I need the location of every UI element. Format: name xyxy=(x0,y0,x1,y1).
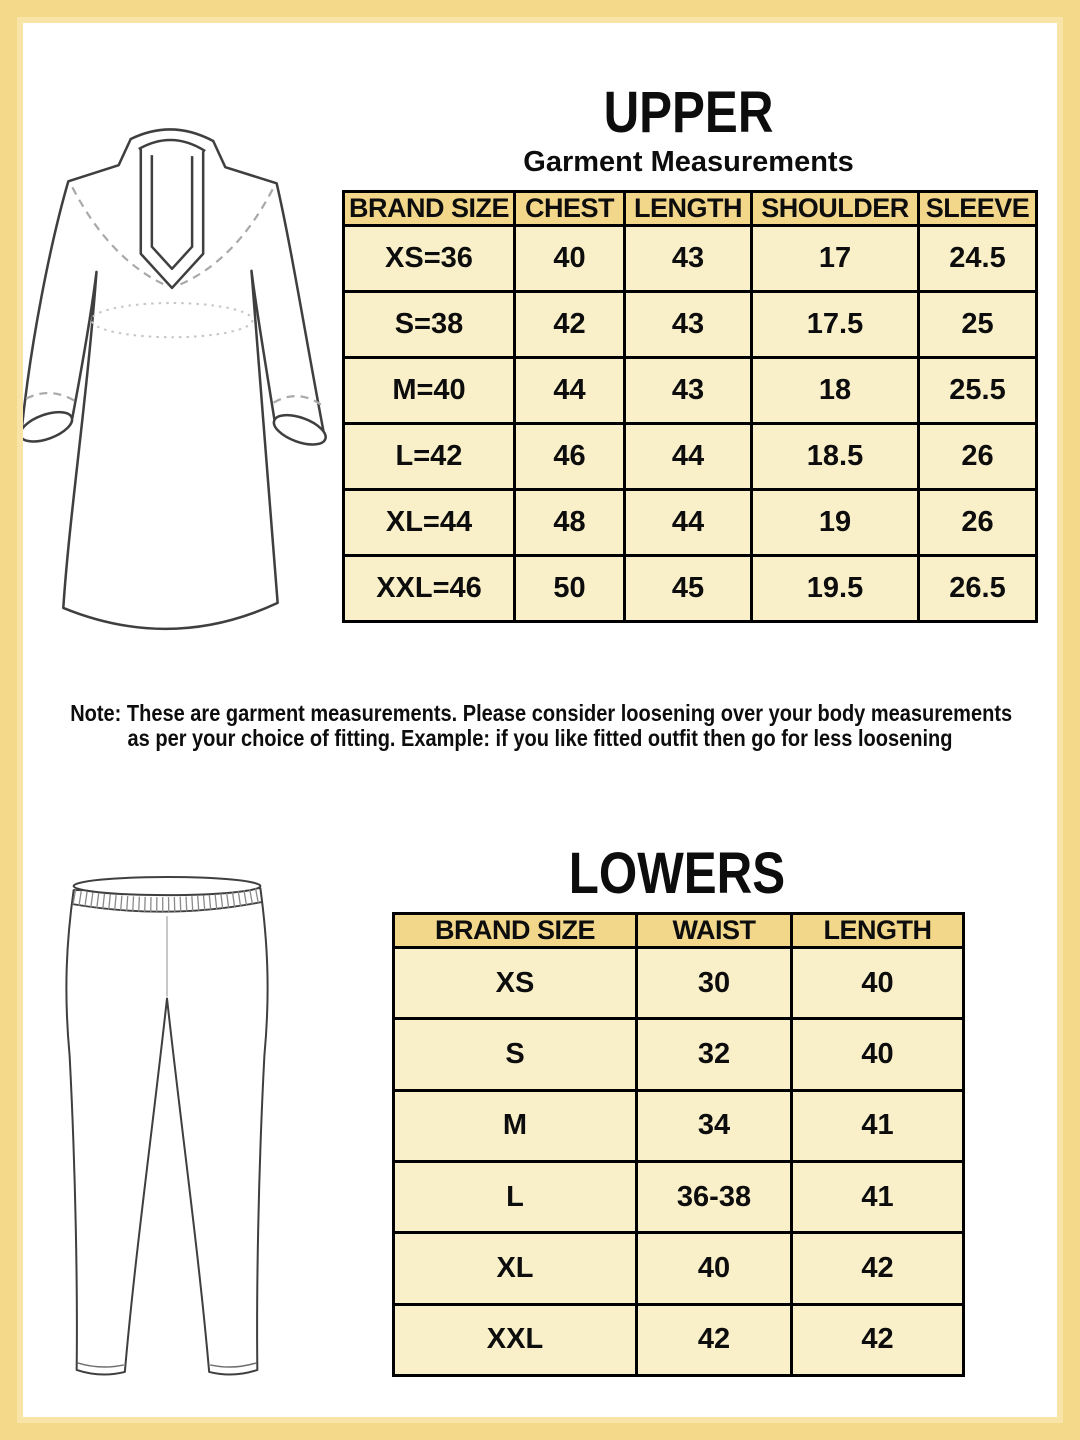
table-cell: 42 xyxy=(637,1304,792,1375)
table-cell: 17 xyxy=(752,226,919,292)
table-cell: 43 xyxy=(625,226,752,292)
column-header: SLEEVE xyxy=(919,192,1037,226)
table-cell: XXL=46 xyxy=(344,556,515,622)
table-row xyxy=(394,1233,964,1304)
upper-table-header-row xyxy=(344,192,1037,226)
table-row xyxy=(344,424,1037,490)
table-row xyxy=(344,490,1037,556)
table-cell: 45 xyxy=(625,556,752,622)
upper-size-table xyxy=(342,190,1038,623)
table-cell: XXL xyxy=(394,1304,637,1375)
table-cell: 18 xyxy=(752,358,919,424)
table-cell: 42 xyxy=(515,292,625,358)
table-cell: 40 xyxy=(792,1019,964,1090)
leggings-illustration xyxy=(56,870,278,1382)
table-cell: 30 xyxy=(637,948,792,1019)
column-header: SHOULDER xyxy=(752,192,919,226)
table-cell: 19 xyxy=(752,490,919,556)
table-cell: M xyxy=(394,1090,637,1161)
note-line-2: as per your choice of fitting. Example: if you like fitted outfit then go for less loosening xyxy=(127,725,953,751)
table-cell: 17.5 xyxy=(752,292,919,358)
lowers-table-header-row xyxy=(394,914,964,948)
table-cell: 41 xyxy=(792,1161,964,1232)
table-cell: 34 xyxy=(637,1090,792,1161)
table-cell: L xyxy=(394,1161,637,1232)
table-row xyxy=(344,226,1037,292)
table-cell: 46 xyxy=(515,424,625,490)
table-row xyxy=(344,358,1037,424)
kurta-silhouette xyxy=(21,129,325,628)
table-cell: 40 xyxy=(637,1233,792,1304)
table-cell: XS xyxy=(394,948,637,1019)
table-cell: M=40 xyxy=(344,358,515,424)
note-line-1: Note: These are garment measurements. Please consider loosening over your body measurements xyxy=(70,700,1013,726)
column-header: BRAND SIZE xyxy=(394,914,637,948)
table-cell: 32 xyxy=(637,1019,792,1090)
table-cell: 43 xyxy=(625,292,752,358)
table-cell: 36-38 xyxy=(637,1161,792,1232)
table-cell: XL=44 xyxy=(344,490,515,556)
table-cell: 26 xyxy=(919,424,1037,490)
table-cell: 26 xyxy=(919,490,1037,556)
column-header: LENGTH xyxy=(625,192,752,226)
upper-subtitle: Garment Measurements xyxy=(523,146,854,178)
table-cell: XL xyxy=(394,1233,637,1304)
table-row xyxy=(394,1090,964,1161)
table-row xyxy=(394,1161,964,1232)
table-cell: L=42 xyxy=(344,424,515,490)
table-cell: S xyxy=(394,1019,637,1090)
table-cell: 24.5 xyxy=(919,226,1037,292)
note-text xyxy=(0,701,1080,751)
table-cell: 42 xyxy=(792,1233,964,1304)
lowers-title: LOWERS xyxy=(568,841,786,906)
table-row xyxy=(394,1304,964,1375)
table-row xyxy=(344,292,1037,358)
table-cell: 25 xyxy=(919,292,1037,358)
table-cell: S=38 xyxy=(344,292,515,358)
column-header: BRAND SIZE xyxy=(344,192,515,226)
kurta-illustration xyxy=(14,112,336,647)
table-cell: 19.5 xyxy=(752,556,919,622)
lowers-size-table xyxy=(392,912,965,1377)
table-row xyxy=(394,1019,964,1090)
table-cell: 44 xyxy=(625,424,752,490)
table-cell: 41 xyxy=(792,1090,964,1161)
table-cell: 40 xyxy=(792,948,964,1019)
column-header: LENGTH xyxy=(792,914,964,948)
table-cell: 44 xyxy=(625,490,752,556)
table-row xyxy=(344,556,1037,622)
table-cell: 18.5 xyxy=(752,424,919,490)
table-cell: 40 xyxy=(515,226,625,292)
table-row xyxy=(394,948,964,1019)
column-header: WAIST xyxy=(637,914,792,948)
table-cell: XS=36 xyxy=(344,226,515,292)
upper-title: UPPER xyxy=(603,80,774,145)
table-cell: 43 xyxy=(625,358,752,424)
table-cell: 48 xyxy=(515,490,625,556)
column-header: CHEST xyxy=(515,192,625,226)
table-cell: 44 xyxy=(515,358,625,424)
table-cell: 50 xyxy=(515,556,625,622)
table-cell: 26.5 xyxy=(919,556,1037,622)
table-cell: 25.5 xyxy=(919,358,1037,424)
table-cell: 42 xyxy=(792,1304,964,1375)
